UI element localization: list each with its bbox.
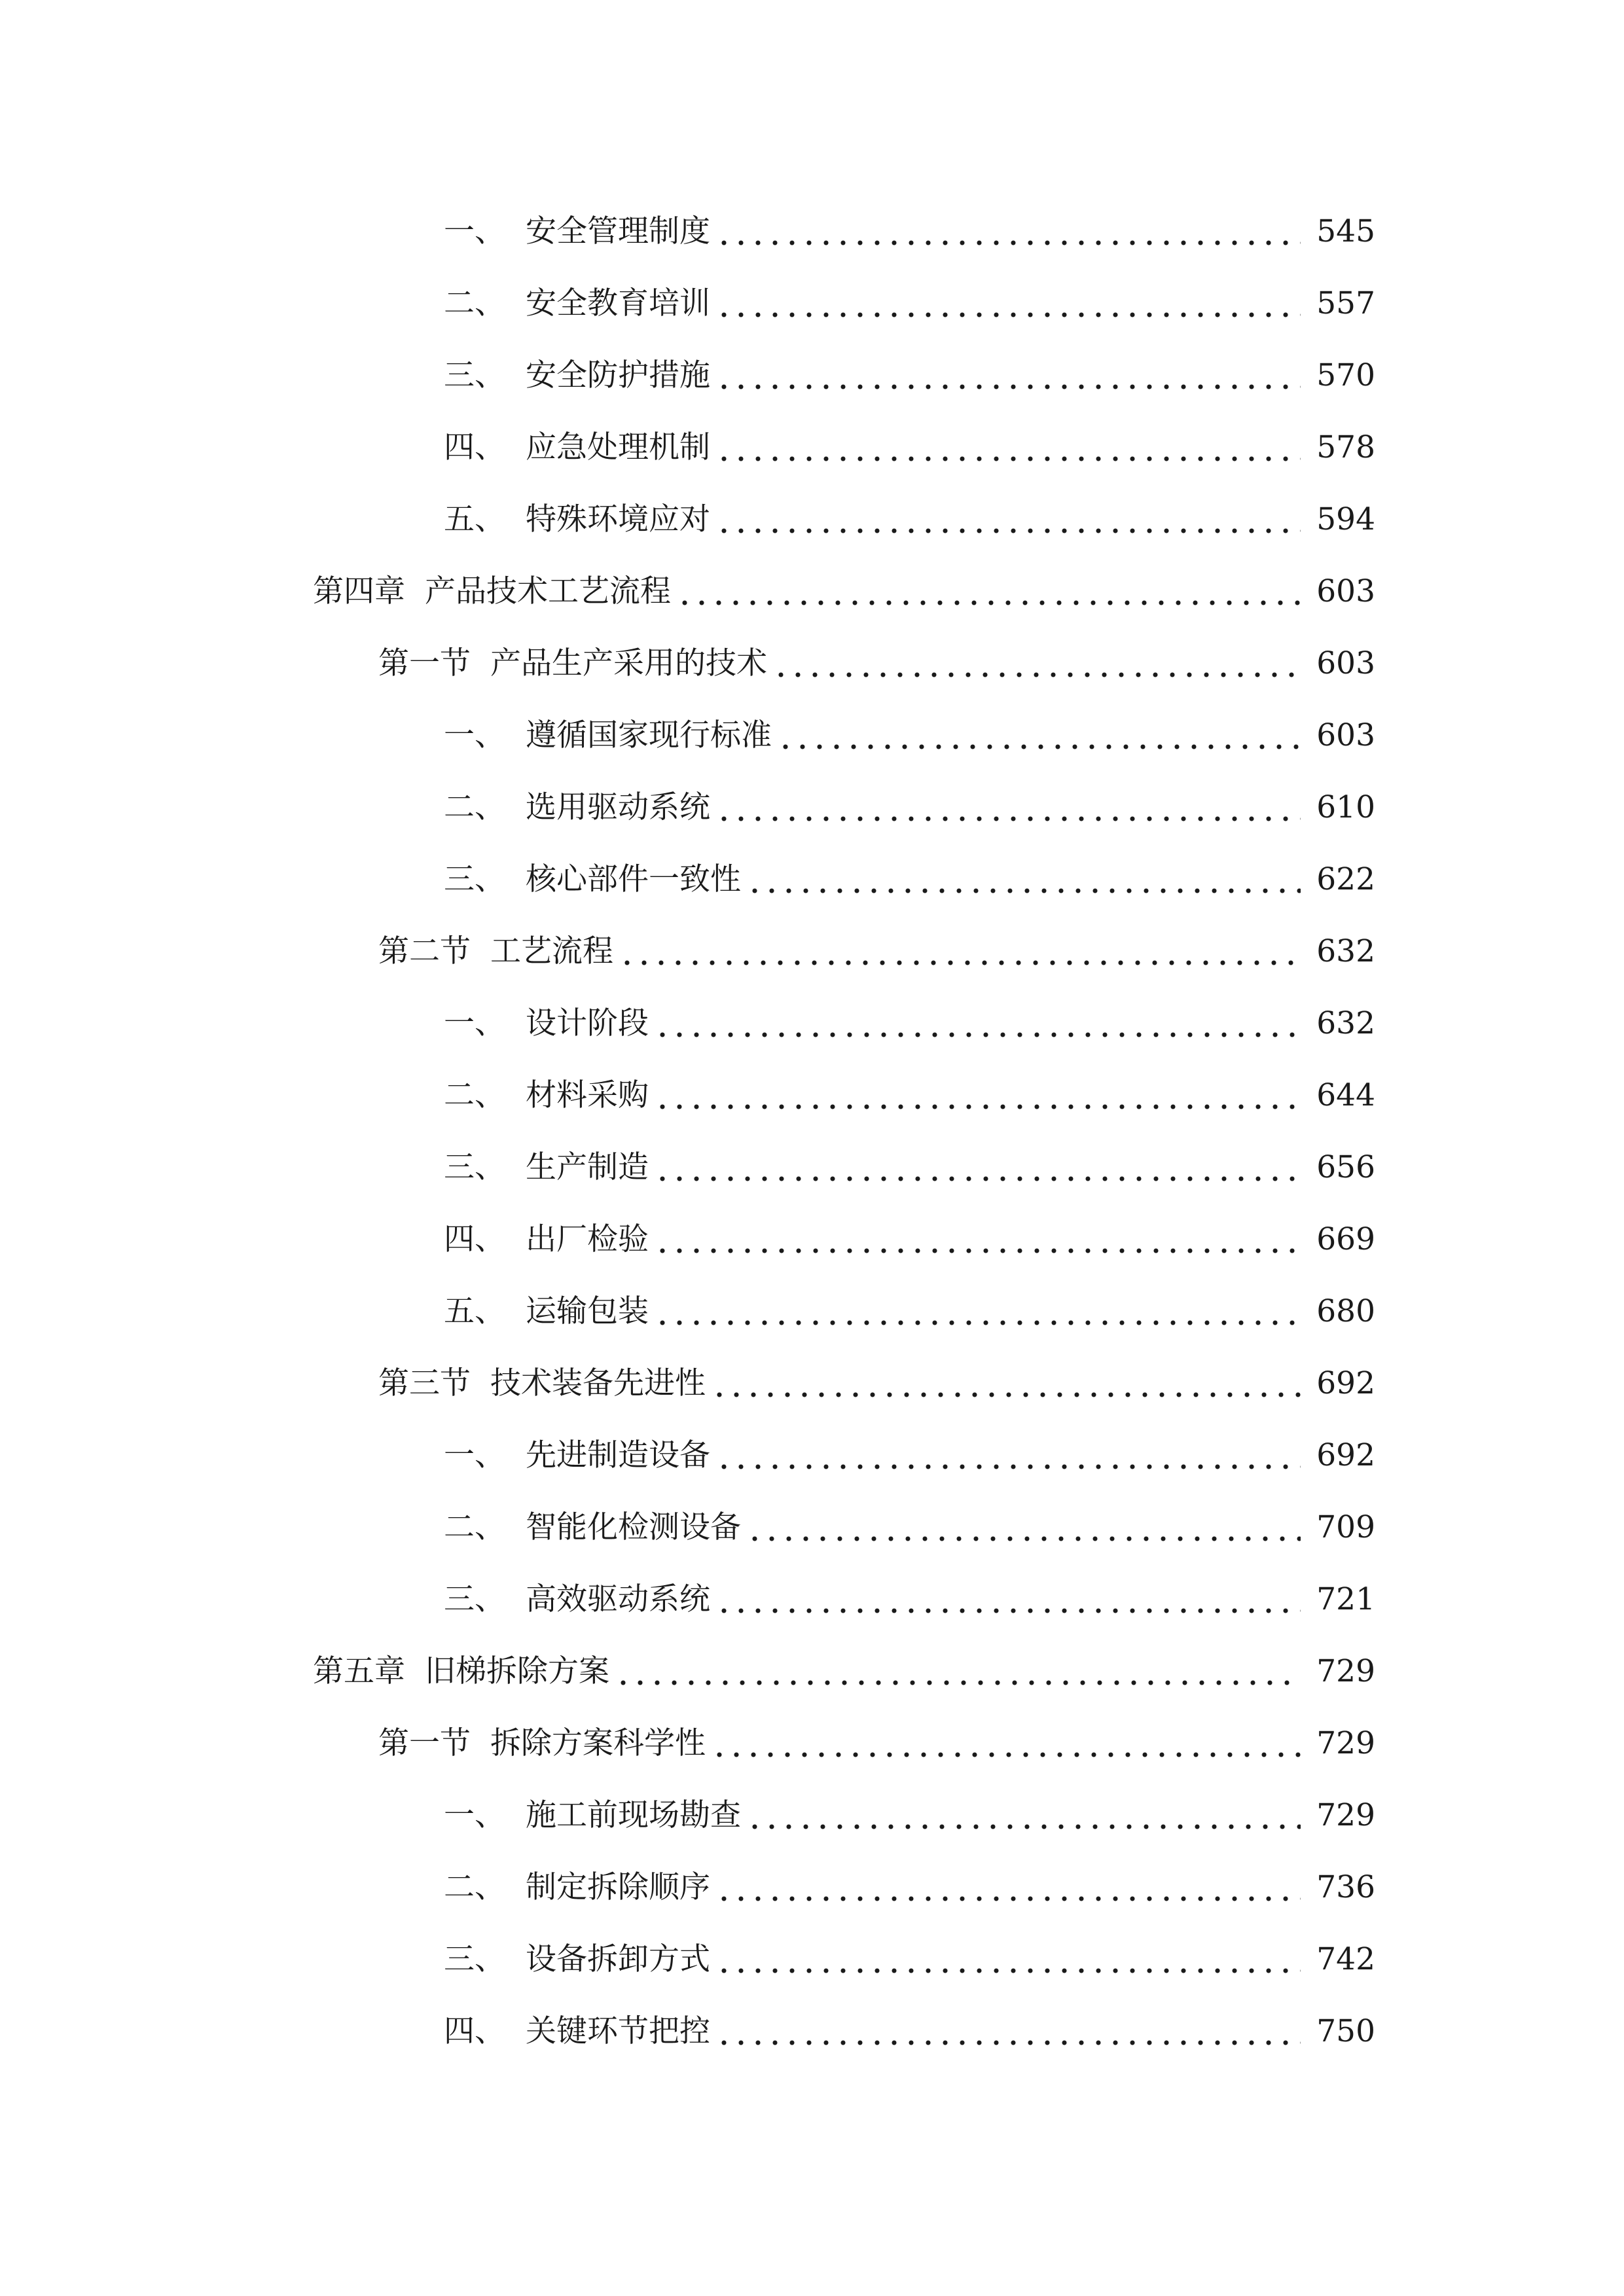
toc-entry[interactable] [0, 483, 1624, 555]
toc-entry-number: 第二节 [378, 933, 471, 969]
dot-leader [715, 1584, 1301, 1615]
toc-entry-number: 一、 [444, 1005, 505, 1041]
toc-entry-number: 一、 [444, 1437, 505, 1473]
toc-entry-page: 578 [1316, 429, 1375, 465]
toc-entry-page: 603 [1316, 717, 1375, 753]
toc-entry-title: 应急处理机制 [526, 429, 710, 465]
toc-entry-page: 632 [1316, 1005, 1375, 1041]
toc-entry-title: 特殊环境应对 [526, 501, 710, 537]
toc-entry-number: 第三节 [378, 1365, 471, 1401]
toc-entry-title: 施工前现场勘查 [526, 1797, 741, 1833]
toc-entry-page: 750 [1316, 2013, 1375, 2049]
toc-entry-title: 旧梯拆除方案 [425, 1653, 609, 1689]
toc-entry-page: 729 [1316, 1725, 1375, 1761]
toc-entry[interactable] [0, 1131, 1624, 1203]
toc-entry-page: 729 [1316, 1797, 1375, 1833]
toc-entry-page: 692 [1316, 1437, 1375, 1473]
toc-entry-title: 制定拆除顺序 [526, 1869, 710, 1905]
toc-entry[interactable] [0, 771, 1624, 843]
dot-leader [615, 1656, 1301, 1687]
toc-entry[interactable] [0, 1419, 1624, 1491]
toc-entry-number: 第一节 [378, 645, 471, 681]
toc-entry[interactable] [0, 1779, 1624, 1851]
toc-entry-title: 设计阶段 [526, 1005, 649, 1041]
toc-entry-number: 一、 [444, 717, 505, 753]
toc-entry-number: 一、 [444, 1797, 505, 1833]
dot-leader [715, 288, 1301, 319]
dot-leader [715, 2016, 1301, 2047]
toc-entry-title: 关键环节把控 [526, 2013, 710, 2049]
toc-entry[interactable] [0, 339, 1624, 411]
toc-entry-page: 594 [1316, 501, 1375, 537]
toc-entry-title: 安全管理制度 [526, 213, 710, 249]
toc-entry[interactable] [0, 1491, 1624, 1563]
toc-entry-number: 第一节 [378, 1725, 471, 1761]
toc-entry[interactable] [0, 843, 1624, 915]
toc-entry-number: 五、 [444, 501, 505, 537]
toc-entry-number: 二、 [444, 1509, 505, 1545]
toc-entry-page: 545 [1316, 213, 1375, 249]
toc-entry[interactable] [0, 195, 1624, 267]
toc-entry-page: 742 [1316, 1941, 1375, 1977]
toc-entry-number: 二、 [444, 789, 505, 825]
toc-entry[interactable] [0, 1995, 1624, 2067]
dot-leader [715, 1944, 1301, 1975]
toc-entry[interactable] [0, 555, 1624, 627]
dot-leader [654, 1152, 1301, 1183]
toc-entry-page: 669 [1316, 1221, 1375, 1257]
dot-leader [654, 1008, 1301, 1039]
toc-entry-page: 656 [1316, 1149, 1375, 1185]
dot-leader [619, 936, 1301, 967]
toc-entry-page: 622 [1316, 861, 1375, 897]
toc-entry-number: 四、 [444, 429, 505, 465]
dot-leader [715, 216, 1301, 247]
toc-entry-title: 生产制造 [526, 1149, 649, 1185]
toc-entry-number: 三、 [444, 1581, 505, 1617]
toc-entry[interactable] [0, 915, 1624, 987]
toc-entry-title: 安全防护措施 [526, 357, 710, 393]
toc-entry-title: 设备拆卸方式 [526, 1941, 710, 1977]
toc-entry-number: 三、 [444, 357, 505, 393]
toc-entry[interactable] [0, 1203, 1624, 1275]
toc-entry[interactable] [0, 699, 1624, 771]
toc-entry-number: 二、 [444, 285, 505, 321]
dot-leader [715, 504, 1301, 535]
toc-entry-page: 570 [1316, 357, 1375, 393]
toc-entry-title: 产品技术工艺流程 [425, 573, 671, 609]
toc-entry-page: 680 [1316, 1293, 1375, 1329]
toc-entry-number: 四、 [444, 2013, 505, 2049]
toc-entry-number: 三、 [444, 1941, 505, 1977]
toc-entry-number: 二、 [444, 1869, 505, 1905]
toc-entry-number: 五、 [444, 1293, 505, 1329]
toc-entry-number: 二、 [444, 1077, 505, 1113]
dot-leader [746, 1512, 1301, 1543]
toc-entry-number: 三、 [444, 1149, 505, 1185]
toc-entry-number: 第四章 [313, 573, 405, 609]
toc-entry[interactable] [0, 1923, 1624, 1995]
toc-entry[interactable] [0, 1635, 1624, 1707]
toc-entry-page: 557 [1316, 285, 1375, 321]
toc-entry-page: 603 [1316, 573, 1375, 609]
toc-entry[interactable] [0, 1059, 1624, 1131]
toc-entry-number: 一、 [444, 213, 505, 249]
dot-leader [654, 1224, 1301, 1255]
toc-entry-title: 选用驱动系统 [526, 789, 710, 825]
toc-entry-page: 721 [1316, 1581, 1375, 1617]
toc-entry-page: 603 [1316, 645, 1375, 681]
toc-entry-title: 工艺流程 [490, 933, 613, 969]
toc-entry[interactable] [0, 267, 1624, 339]
toc-entry[interactable] [0, 1563, 1624, 1635]
toc-entry-title: 运输包装 [526, 1293, 649, 1329]
toc-entry-title: 产品生产采用的技术 [490, 645, 767, 681]
toc-entry-number: 三、 [444, 861, 505, 897]
toc-entry-number: 四、 [444, 1221, 505, 1257]
dot-leader [715, 1440, 1301, 1471]
toc-entry[interactable] [0, 1347, 1624, 1419]
toc-entry[interactable] [0, 1275, 1624, 1347]
toc-entry-page: 610 [1316, 789, 1375, 825]
dot-leader [654, 1296, 1301, 1327]
toc-entry-page: 644 [1316, 1077, 1375, 1113]
toc-entry-page: 729 [1316, 1653, 1375, 1689]
toc-entry-title: 技术装备先进性 [490, 1365, 706, 1401]
dot-leader [654, 1080, 1301, 1111]
dot-leader [715, 432, 1301, 463]
toc-entry-title: 高效驱动系统 [526, 1581, 710, 1617]
dot-leader [715, 1872, 1301, 1903]
dot-leader [715, 360, 1301, 391]
toc-entry[interactable] [0, 1851, 1624, 1923]
toc-entry-page: 632 [1316, 933, 1375, 969]
toc-entry-page: 736 [1316, 1869, 1375, 1905]
toc-entry-title: 材料采购 [526, 1077, 649, 1113]
dot-leader [746, 864, 1301, 895]
toc-entry-title: 先进制造设备 [526, 1437, 710, 1473]
dot-leader [711, 1728, 1301, 1759]
toc-entry-title: 遵循国家现行标准 [526, 717, 772, 753]
dot-leader [772, 648, 1301, 679]
toc-entry-title: 智能化检测设备 [526, 1509, 741, 1545]
toc-entry-title: 拆除方案科学性 [490, 1725, 706, 1761]
toc-entry-page: 692 [1316, 1365, 1375, 1401]
toc-entry-title: 核心部件一致性 [526, 861, 741, 897]
toc-entry-number: 第五章 [313, 1653, 405, 1689]
toc-entry-title: 安全教育培训 [526, 285, 710, 321]
toc-entry[interactable] [0, 1707, 1624, 1779]
toc-entry-page: 709 [1316, 1509, 1375, 1545]
dot-leader [715, 792, 1301, 823]
toc-entry[interactable] [0, 627, 1624, 699]
dot-leader [777, 720, 1301, 751]
dot-leader [711, 1368, 1301, 1399]
dot-leader [746, 1800, 1301, 1831]
toc-entry[interactable] [0, 411, 1624, 483]
toc-entry-title: 出厂检验 [526, 1221, 649, 1257]
toc-entry[interactable] [0, 987, 1624, 1059]
table-of-contents [0, 195, 1624, 2067]
dot-leader [676, 576, 1301, 607]
